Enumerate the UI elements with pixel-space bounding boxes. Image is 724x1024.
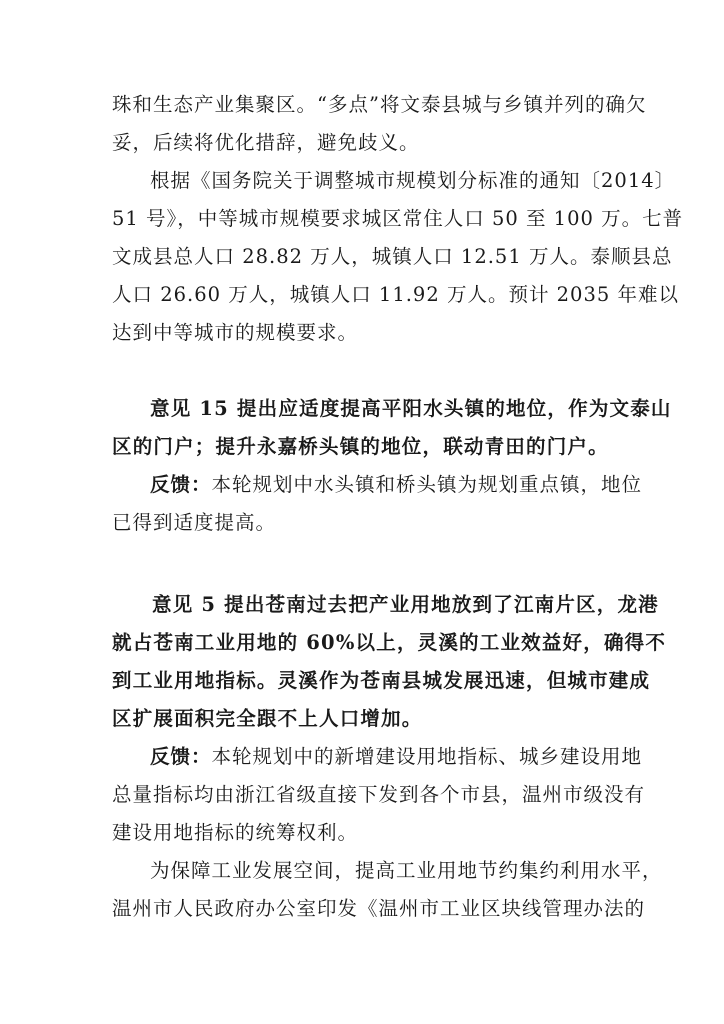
feedback-text: 本轮规划中水头镇和桥头镇为规划重点镇，地位 — [211, 473, 643, 496]
opinion-heading-line: 就占苍南工业用地的 60%以上，灵溪的工业效益好，确得不 — [112, 631, 667, 654]
text-line: 珠和生态产业集聚区。“多点”将文泰县城与乡镇并列的确欠 — [112, 93, 647, 116]
text-line: 总量指标均由浙江省级直接下发到各个市县，温州市级没有 — [112, 783, 646, 806]
opinion-heading-line: 意见 5 提出苍南过去把产业用地放到了江南片区，龙港 — [152, 593, 659, 616]
text-line: 为保障工业发展空间，提高工业用地节约集约利用水平， — [150, 859, 663, 882]
feedback-text: 本轮规划中的新增建设用地指标、城乡建设用地 — [211, 745, 643, 768]
paragraph-gap — [112, 352, 620, 390]
text-line: 已得到适度提高。 — [112, 511, 277, 534]
text-line: 达到中等城市的规模要求。 — [112, 321, 359, 344]
opinion-heading-line: 意见 15 提出应适度提高平阳水头镇的地位，作为文泰山 — [150, 397, 672, 420]
opinion-heading-line: 区的门户；提升永嘉桥头镇的地位，联动青田的门户。 — [112, 435, 609, 458]
feedback-line — [112, 466, 643, 504]
text-line: 人口 26.60 万人，城镇人口 11.92 万人。预计 2035 年难以 — [112, 283, 679, 306]
feedback-label: 反馈： — [150, 473, 212, 496]
opinion-heading-line: 到工业用地指标。灵溪作为苍南县城发展迅速，但城市建成 — [112, 669, 651, 692]
feedback-line — [112, 738, 643, 776]
opinion-heading-line: 区扩展面积完全跟不上人口增加。 — [112, 707, 423, 730]
text-line: 建设用地指标的统筹权利。 — [112, 821, 359, 844]
feedback-label: 反馈： — [150, 745, 212, 768]
text-line: 文成县总人口 28.82 万人，城镇人口 12.51 万人。泰顺县总 — [112, 245, 673, 268]
text-line: 温州市人民政府办公室印发《温州市工业区块线管理办法的 — [112, 897, 646, 920]
text-line: 妥，后续将优化措辞，避免歧义。 — [112, 131, 420, 154]
paragraph-gap — [112, 542, 620, 586]
text-line: 根据《国务院关于调整城市规模划分标准的通知〔2014〕 — [150, 169, 676, 192]
text-line: 51 号》，中等城市规模要求城区常住人口 50 至 100 万。七普 — [112, 207, 684, 230]
